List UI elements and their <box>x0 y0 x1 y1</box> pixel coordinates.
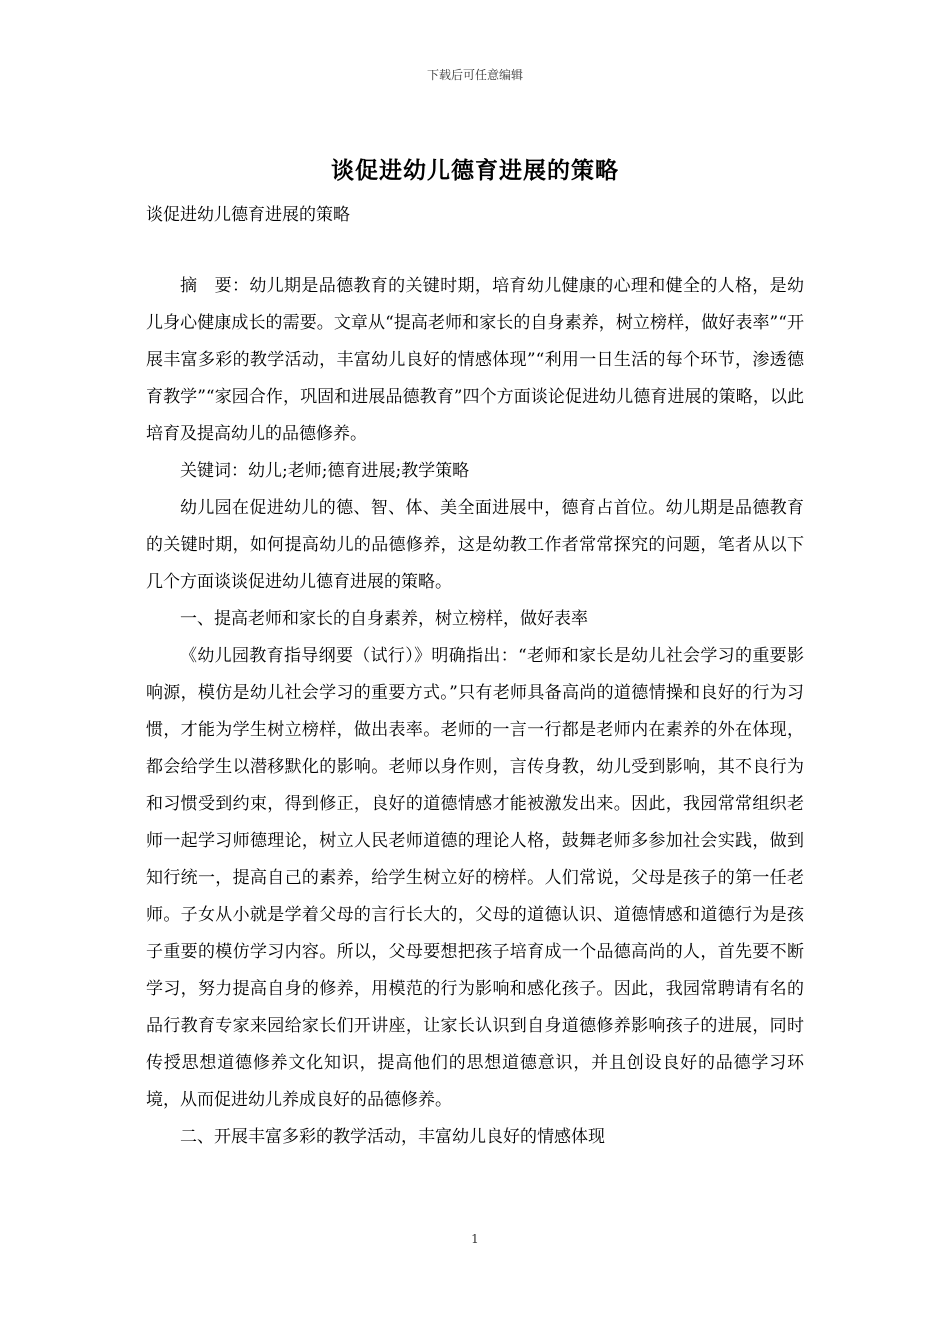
intro-paragraph: 幼儿园在促进幼儿的德、智、体、美全面进展中，德育占首位。幼儿期是品德教育的关键时期，如何提高幼儿的品德修养，这是幼教工作者常常探究的问题，笔者从以下几个方面谈谈促进幼儿德育进展的策略。 <box>146 498 804 592</box>
page-number: 1 <box>471 1232 479 1246</box>
document-body <box>146 268 804 1156</box>
keywords-paragraph: 关键词：幼儿;老师;德育进展;教学策略 <box>180 461 470 481</box>
document-subtitle: 谈促进幼儿德育进展的策略 <box>146 205 350 225</box>
document-title: 谈促进幼儿德育进展的策略 <box>331 157 619 184</box>
section-heading-1: 一、提高老师和家长的自身素养，树立榜样，做好表率 <box>180 609 588 629</box>
section-1-paragraph: 《幼儿园教育指导纲要（试行）》明确指出：“老师和家长是幼儿社会学习的重要影响源，模仿是幼儿社会学习的重要方式。”只有老师具备高尚的道德情操和良好的行为习惯，才能为学生树立榜样，做出表率。老师的一言一行都是老师内在素养的外在体现，都会给学生以潜移默化的影响。老师以身作则，言传身教，幼儿受到影响，其不良行为和习惯受到约束，得到修正，良好的道德情感才能被激发出来。因此，我园常常组织老师一起学习师德理论，树立人民老师道德的理论人格，鼓舞老师多参加社会实践，做到知行统一，提高自己的素养，给学生树立好的榜样。人们常说，父母是孩子的第一任老师。子女从小就是学着父母的言行长大的，父母的道德认识、道德情感和道德行为是孩子重要的模仿学习内容。所以，父母要想把孩子培育成一个品德高尚的人，首先要不断学习，努力提高自身的修养，用模范的行为影响和感化孩子。因此，我园常聘请有名的品行教育专家来园给家长们开讲座，让家长认识到自身道德修养影响孩子的进展，同时传授思想道德修养文化知识，提高他们的思想道德意识，并且创设良好的品德学习环境，从而促进幼儿养成良好的品德修养。 <box>146 646 804 1110</box>
section-heading-2: 二、开展丰富多彩的教学活动，丰富幼儿良好的情感体现 <box>180 1127 605 1147</box>
abstract-paragraph: 摘 要：幼儿期是品德教育的关键时期，培育幼儿健康的心理和健全的人格，是幼儿身心健康成长的需要。文章从“提高老师和家长的自身素养，树立榜样，做好表率”“开展丰富多彩的教学活动，丰富幼儿良好的情感体现”“利用一日生活的每个环节，渗透德育教学”“家园合作，巩固和进展品德教育”四个方面谈论促进幼儿德育进展的策略，以此培育及提高幼儿的品德修养。 <box>146 276 804 444</box>
header-note: 下载后可任意编辑 <box>426 68 523 82</box>
